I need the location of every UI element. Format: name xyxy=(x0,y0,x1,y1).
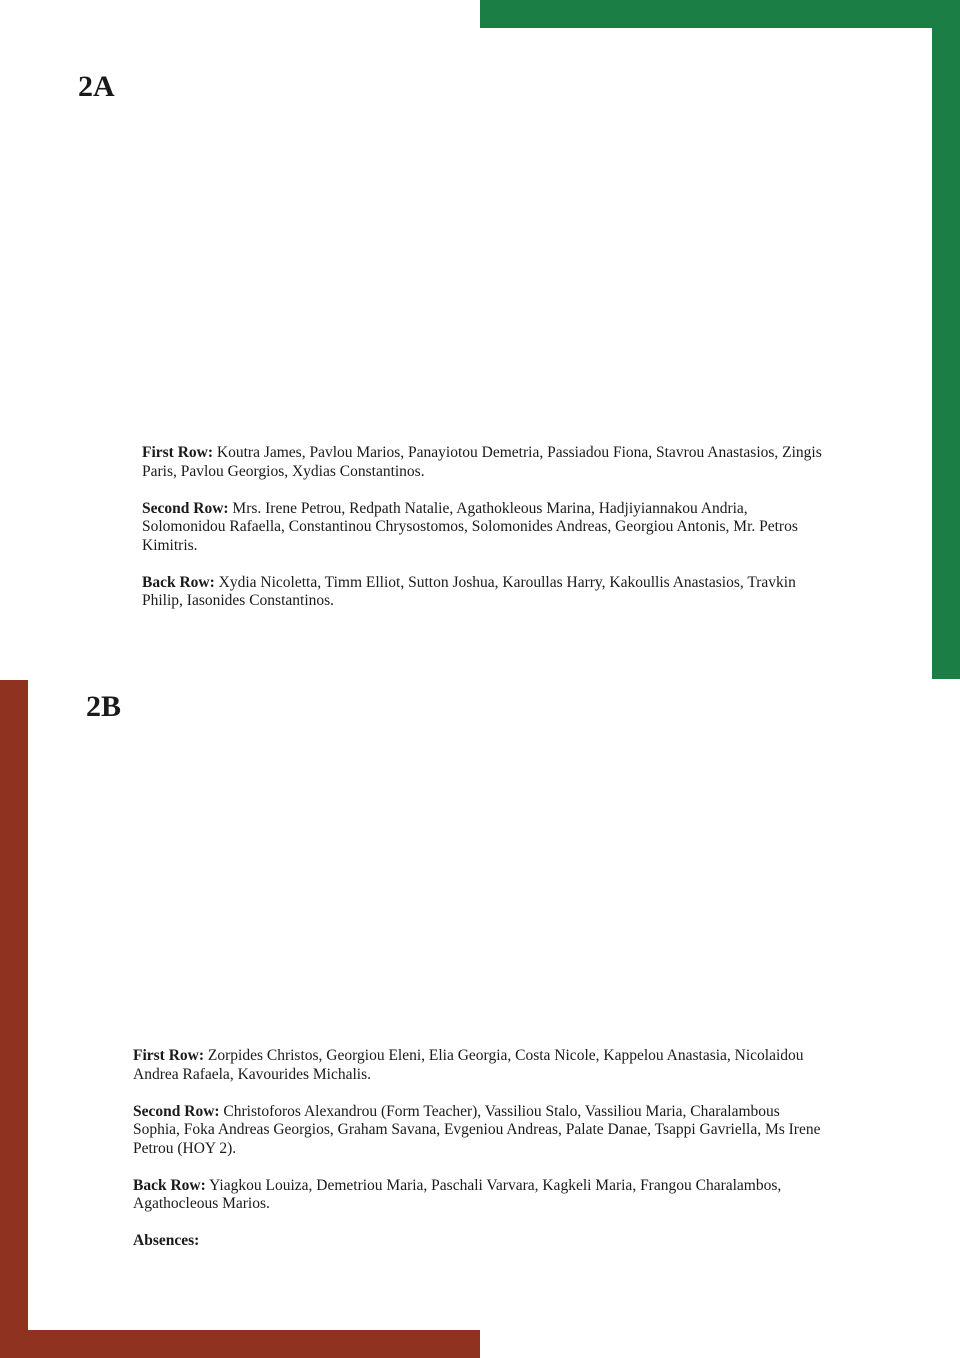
class-2a-first-row xyxy=(142,444,832,481)
red-frame-bottom xyxy=(0,1330,480,1358)
class-2b-second-row xyxy=(133,1103,823,1159)
second-row-names: Christoforos Alexandrou (Form Teacher), Vassiliou Stalo, Vassiliou Maria, Charalambous Sophia, Foka Andreas Georgios, Graham Savana, Evgeniou Andreas, Palate Danae, Tsappi Gavriella, Ms Irene Petrou (HOY 2). xyxy=(133,1102,821,1157)
class-2a-second-row xyxy=(142,500,832,556)
red-frame-side xyxy=(0,680,28,1358)
class-2a-back-row xyxy=(142,574,832,611)
class-2b-first-row xyxy=(133,1047,823,1084)
class-2b-caption xyxy=(133,1047,823,1269)
class-2b-heading: 2B xyxy=(86,690,122,723)
second-row-label: Second Row: xyxy=(142,499,229,517)
first-row-names: Koutra James, Pavlou Marios, Panayiotou Demetria, Passiadou Fiona, Stavrou Anastasios, Zingis Paris, Pavlou Georgios, Xydias Constantinos. xyxy=(142,444,822,480)
absences-label: Absences: xyxy=(133,1232,200,1249)
green-frame-top xyxy=(480,0,960,28)
class-2b-absences xyxy=(133,1232,823,1251)
back-row-names: Yiagkou Louiza, Demetriou Maria, Paschali Varvara, Kagkeli Maria, Frangou Charalambos, Agathocleous Marios. xyxy=(133,1176,782,1212)
class-2b-back-row xyxy=(133,1177,823,1214)
class-2a-heading: 2A xyxy=(78,70,115,103)
first-row-label: First Row: xyxy=(142,444,214,461)
second-row-label: Second Row: xyxy=(133,1102,220,1120)
back-row-label: Back Row: xyxy=(142,573,215,591)
second-row-names: Mrs. Irene Petrou, Redpath Natalie, Agathokleous Marina, Hadjiyiannakou Andria, Solomonidou Rafaella, Constantinou Chrysostomos, Solomonides Andreas, Georgiou Antonis, Mr. Petros Kimitris. xyxy=(142,499,798,554)
back-row-label: Back Row: xyxy=(133,1176,206,1194)
class-2a-caption xyxy=(142,444,832,629)
green-frame-side xyxy=(932,0,960,679)
first-row-names: Zorpides Christos, Georgiou Eleni, Elia Georgia, Costa Nicole, Kappelou Anastasia, Nicolaidou Andrea Rafaela, Kavourides Michalis. xyxy=(133,1047,804,1083)
back-row-names: Xydia Nicoletta, Timm Elliot, Sutton Joshua, Karoullas Harry, Kakoullis Anastasios, Travkin Philip, Iasonides Constantinos. xyxy=(142,573,796,609)
first-row-label: First Row: xyxy=(133,1047,205,1064)
